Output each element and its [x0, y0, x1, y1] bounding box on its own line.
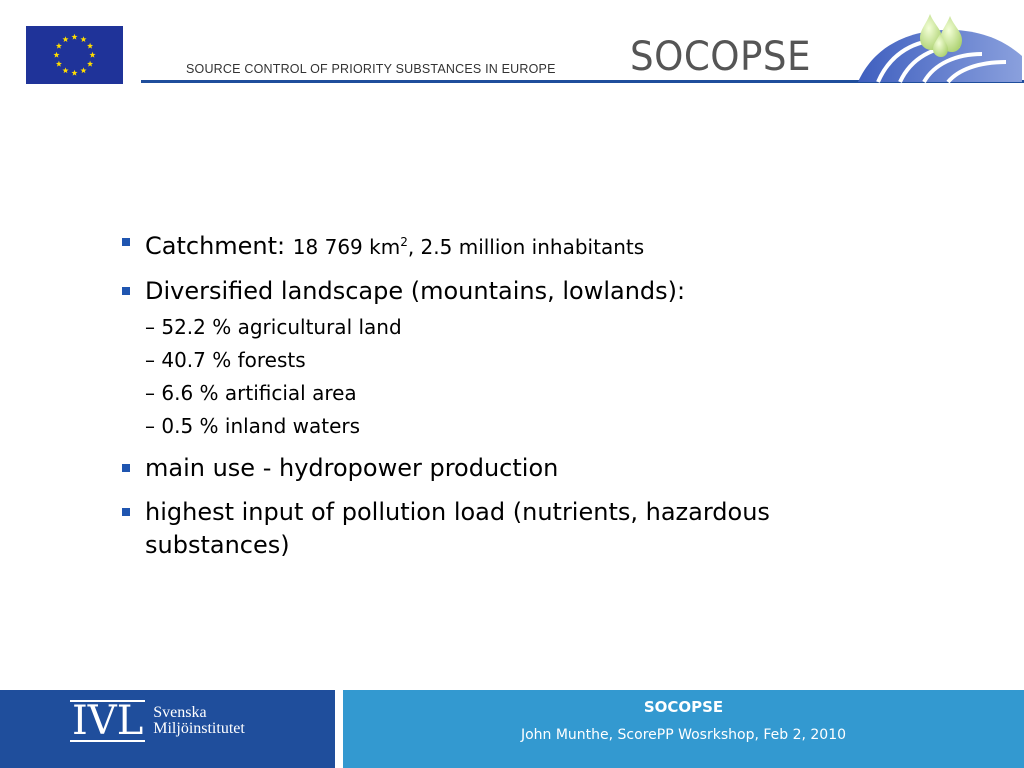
bullet-square-icon — [122, 287, 130, 295]
ivl-name — [153, 705, 245, 737]
land-use-list — [122, 311, 902, 443]
slide-content — [122, 226, 902, 573]
main-use-text: main use - hydropower production — [145, 454, 559, 482]
ivl-name-line1: Svenska — [153, 704, 207, 721]
land-use-item: – 40.7 % forests — [145, 348, 306, 372]
footer-title: SOCOPSE — [643, 698, 724, 716]
eu-star-icon — [53, 52, 59, 58]
bullet-square-icon — [122, 238, 130, 246]
eu-star-icon — [89, 52, 95, 58]
eu-star-icon — [56, 61, 62, 67]
catchment-area: 18 769 $km^2$, 2.5 million inhabitants — [292, 235, 645, 259]
eu-star-icon — [62, 67, 68, 73]
pollution-text: highest input of pollution load (nutrients, hazardous substances) — [145, 498, 770, 559]
eu-star-icon — [87, 43, 93, 49]
bullet-landscape — [122, 275, 902, 308]
footer-divider — [335, 690, 343, 768]
land-use-item: – 52.2 % agricultural land — [145, 315, 402, 339]
bullet-catchment — [122, 226, 902, 264]
eu-star-icon — [71, 34, 77, 40]
brand-wordmark: SOCOPSE — [630, 34, 811, 80]
footer-subtitle: John Munthe, ScorePP Wosrkshop, Feb 2, 2010 — [520, 727, 847, 743]
eu-star-icon — [87, 61, 93, 67]
bullet-main-use — [122, 452, 902, 485]
ivl-logo — [70, 699, 245, 743]
eu-star-icon — [80, 67, 86, 73]
bullet-square-icon — [122, 508, 130, 516]
eu-star-icon — [62, 36, 68, 42]
eu-star-icon — [71, 70, 77, 76]
eu-star-icon — [56, 43, 62, 49]
landscape-text: Diversified landscape (mountains, lowlands): — [145, 277, 686, 305]
eu-star-icon — [80, 36, 86, 42]
ivl-letters: IVL — [72, 698, 144, 744]
bullet-square-icon — [122, 464, 130, 472]
land-use-item: – 6.6 % artificial area — [145, 381, 357, 405]
socopse-wave-droplets-icon — [856, 12, 1024, 88]
bullet-pollution — [122, 496, 902, 562]
header-tagline: SOURCE CONTROL OF PRIORITY SUBSTANCES IN EUROPE — [186, 62, 556, 76]
land-use-item: – 0.5 % inland waters — [145, 414, 361, 438]
ivl-name-line2: Miljöinstitutet — [153, 720, 245, 737]
eu-flag-icon — [26, 26, 123, 84]
catchment-label: Catchment: — [145, 232, 286, 260]
